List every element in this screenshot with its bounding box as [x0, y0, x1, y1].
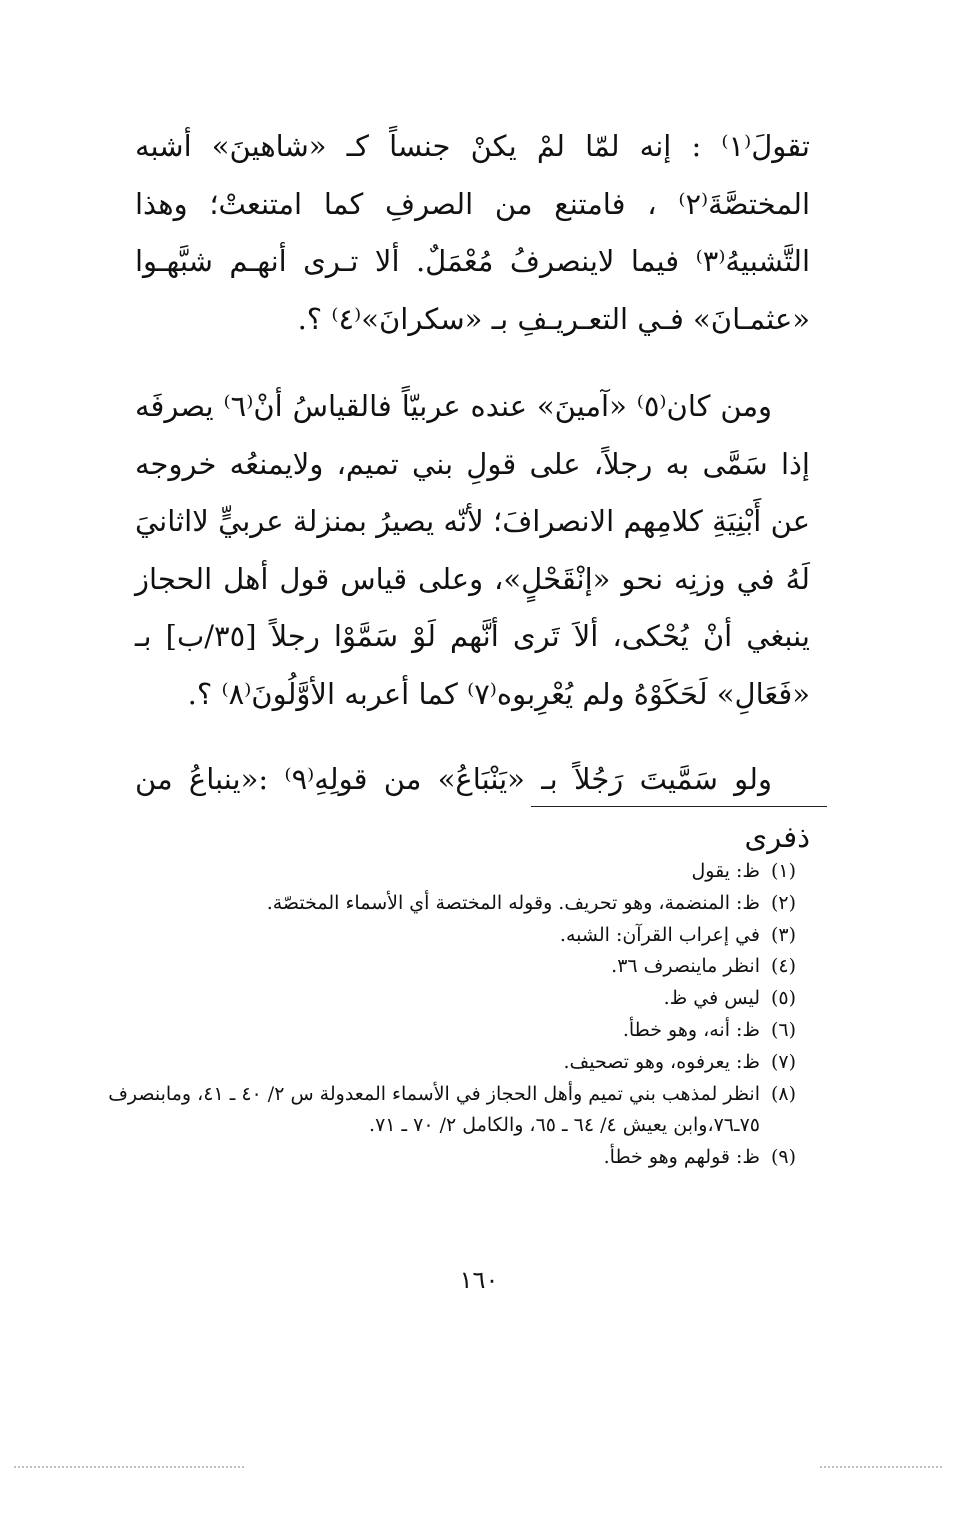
footnote-item: [106, 1142, 796, 1174]
footnotes-list: [106, 856, 796, 1174]
footnote-number: (٧): [770, 1050, 796, 1073]
footnote-item: [106, 888, 796, 920]
footnote-item: [106, 856, 796, 888]
scan-artifact-dots: [820, 1466, 942, 1474]
footnote-text: انظر ماينصرف ٣٦.: [611, 955, 760, 978]
footnote-text: ظ: المنضمة، وهو تحريف. وقوله المختصة أي الأسماء المختصّة.: [266, 891, 760, 914]
footnote-number: (٥): [770, 987, 796, 1010]
footnote-number: (٢): [770, 891, 796, 914]
footnote-item: [106, 1047, 796, 1079]
footnote-number: (٩): [770, 1146, 796, 1169]
footnote-number: (٣): [770, 923, 796, 946]
footnote-separator: [531, 806, 827, 807]
footnote-item: [106, 983, 796, 1015]
footnote-text: ظ: يعرفوه، وهو تصحيف.: [563, 1050, 760, 1073]
footnote-text: ليس في ظ.: [663, 987, 760, 1010]
scan-artifact-dots: [14, 1466, 244, 1474]
page-number: ١٦٠: [459, 1266, 499, 1294]
paragraph-1: تقولَ⁽١⁾ : إنه لمّا لمْ يكنْ جنساً كـ «شاهينَ» أشبه المختصَّةَ⁽٢⁾ ، فامتنع من الصرفِ كما امتنعتْ؛ وهذا التَّشبيهُ⁽٣⁾ فيما لاينصرفُ مُعْمَلٌ. ألا تـرى أنهـم شبَّهـوا «عثمـانَ» فـي التعـريـفِ بـ «سكرانَ»⁽٤⁾ ؟.: [135, 129, 810, 336]
footnote-number: (١): [770, 860, 796, 882]
footnote-text: ظ: أنه، وهو خطأ.: [622, 1018, 760, 1041]
footnote-text: ظ: يقول: [691, 860, 760, 882]
footnote-number: (٦): [770, 1018, 796, 1041]
footnote-number: (٤): [770, 955, 796, 978]
footnote-text: في إعراب القرآن: الشبه.: [559, 923, 760, 946]
footnote-item: [106, 1015, 796, 1047]
main-text: [135, 118, 810, 866]
footnote-item: [106, 920, 796, 952]
footnote-number: (٨): [770, 1082, 796, 1105]
footnote-item: [106, 1079, 796, 1143]
paragraph-2: ومن كان⁽٥⁾ «آمينَ» عنده عربيّاً فالقياسُ أنْ⁽٦⁾ يصرفَه إذا سَمَّى به رجلاً، على قولِ بني تميم، ولايمنعُه خروجه عن أَبْنِيَةِ كلامِهم الانصرافَ؛ لأنّه يصيرُ بمنزلة عربيٍّ لااثانيَ لَهُ في وزنِه نحو «إنْقَحْلٍ»، وعلى قياس قول أهل الحجاز ينبغي أنْ يُحْكى، ألاَ تَرى أنَّهم لَوْ سَمَّوْا رجلاً [٣٥/ب] بـ «فَعَالِ» لَحَكَوْهُ ولم يُعْرِبوه⁽٧⁾ كما أعربه الأوَّلُونَ⁽٨⁾ ؟.: [135, 389, 811, 711]
footnote-text: ظ: قولهم وهو خطأ.: [603, 1146, 760, 1169]
footnote-item: [106, 951, 796, 983]
footnote-text: انظر لمذهب بني تميم وأهل الحجاز في الأسماء المعدولة س ٢/ ٤٠ ـ ٤١، ومابنصرف ٧٥ـ٧٦،وابن يعيش ٤/ ٦٤ ـ ٦٥، والكامل ٢/ ٧٠ ـ ٧١.: [108, 1082, 760, 1137]
paragraph-3: ولو سَمَّيتَ رَجُلاً بـ «يَنْبَاعُ» من قولِهِ⁽٩⁾ :«ينباعُ من ذفرى: [135, 762, 810, 854]
